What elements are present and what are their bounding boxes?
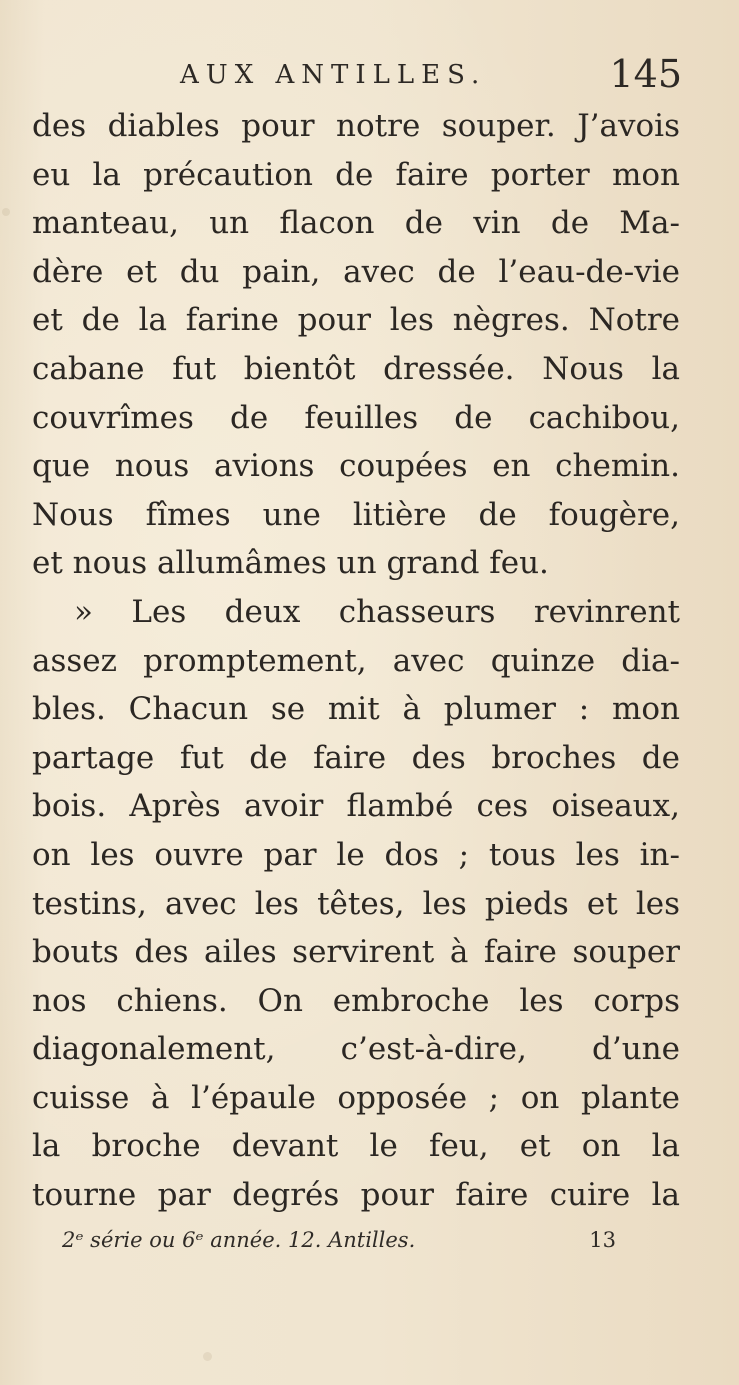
paper-stain: [2, 208, 10, 216]
text-line: bles. Chacun se mit à plumer : mon: [32, 691, 680, 728]
page-header: [170, 52, 690, 96]
text-line: partage fut de faire des broches de: [32, 739, 680, 776]
text-line: Nous fîmes une litière de fougère,: [32, 496, 680, 533]
text-line: dère et du pain, avec de l’eau-de-vie: [32, 253, 680, 290]
text-line: assez promptement, avec quinze dia-: [32, 642, 680, 679]
text-line: la broche devant le feu, et on la: [32, 1128, 680, 1165]
page-number: 145: [609, 52, 682, 96]
sheet-number: 13: [589, 1228, 616, 1252]
text-line: eu la précaution de faire porter mon: [32, 156, 680, 193]
text-line: nos chiens. On embroche les corps: [32, 982, 680, 1019]
text-line: bouts des ailes servirent à faire souper: [32, 934, 680, 971]
text-line: tourne par degrés pour faire cuire la: [32, 1177, 680, 1214]
text-line: on les ouvre par le dos ; tous les in-: [32, 836, 680, 873]
text-line: des diables pour notre souper. J’avois: [32, 108, 680, 144]
page-footer: [62, 1228, 622, 1262]
printer-signature: 2ᵉ série ou 6ᵉ année. 12. Antilles.: [62, 1228, 416, 1252]
body-text: [32, 102, 680, 1220]
text-line: et nous allumâmes un grand feu.: [32, 545, 549, 582]
text-line: cabane fut bientôt dressée. Nous la: [32, 350, 680, 387]
text-line: bois. Après avoir flambé ces oiseaux,: [32, 788, 680, 825]
text-line: que nous avions coupées en chemin.: [32, 448, 680, 485]
text-line: diagonalement, c’est-à-dire, d’une: [32, 1031, 680, 1068]
text-line: manteau, un flacon de vin de Ma-: [32, 205, 680, 242]
paper-stain: [203, 1352, 212, 1361]
text-line: cuisse à l’épaule opposée ; on plante: [32, 1079, 680, 1116]
text-line: testins, avec les têtes, les pieds et les: [32, 885, 680, 922]
text-line: » Les deux chasseurs revinrent: [74, 593, 680, 630]
text-line: et de la farine pour les nègres. Notre: [32, 302, 680, 339]
text-line: couvrîmes de feuilles de cachibou,: [32, 399, 680, 436]
running-head: AUX ANTILLES.: [180, 60, 487, 90]
